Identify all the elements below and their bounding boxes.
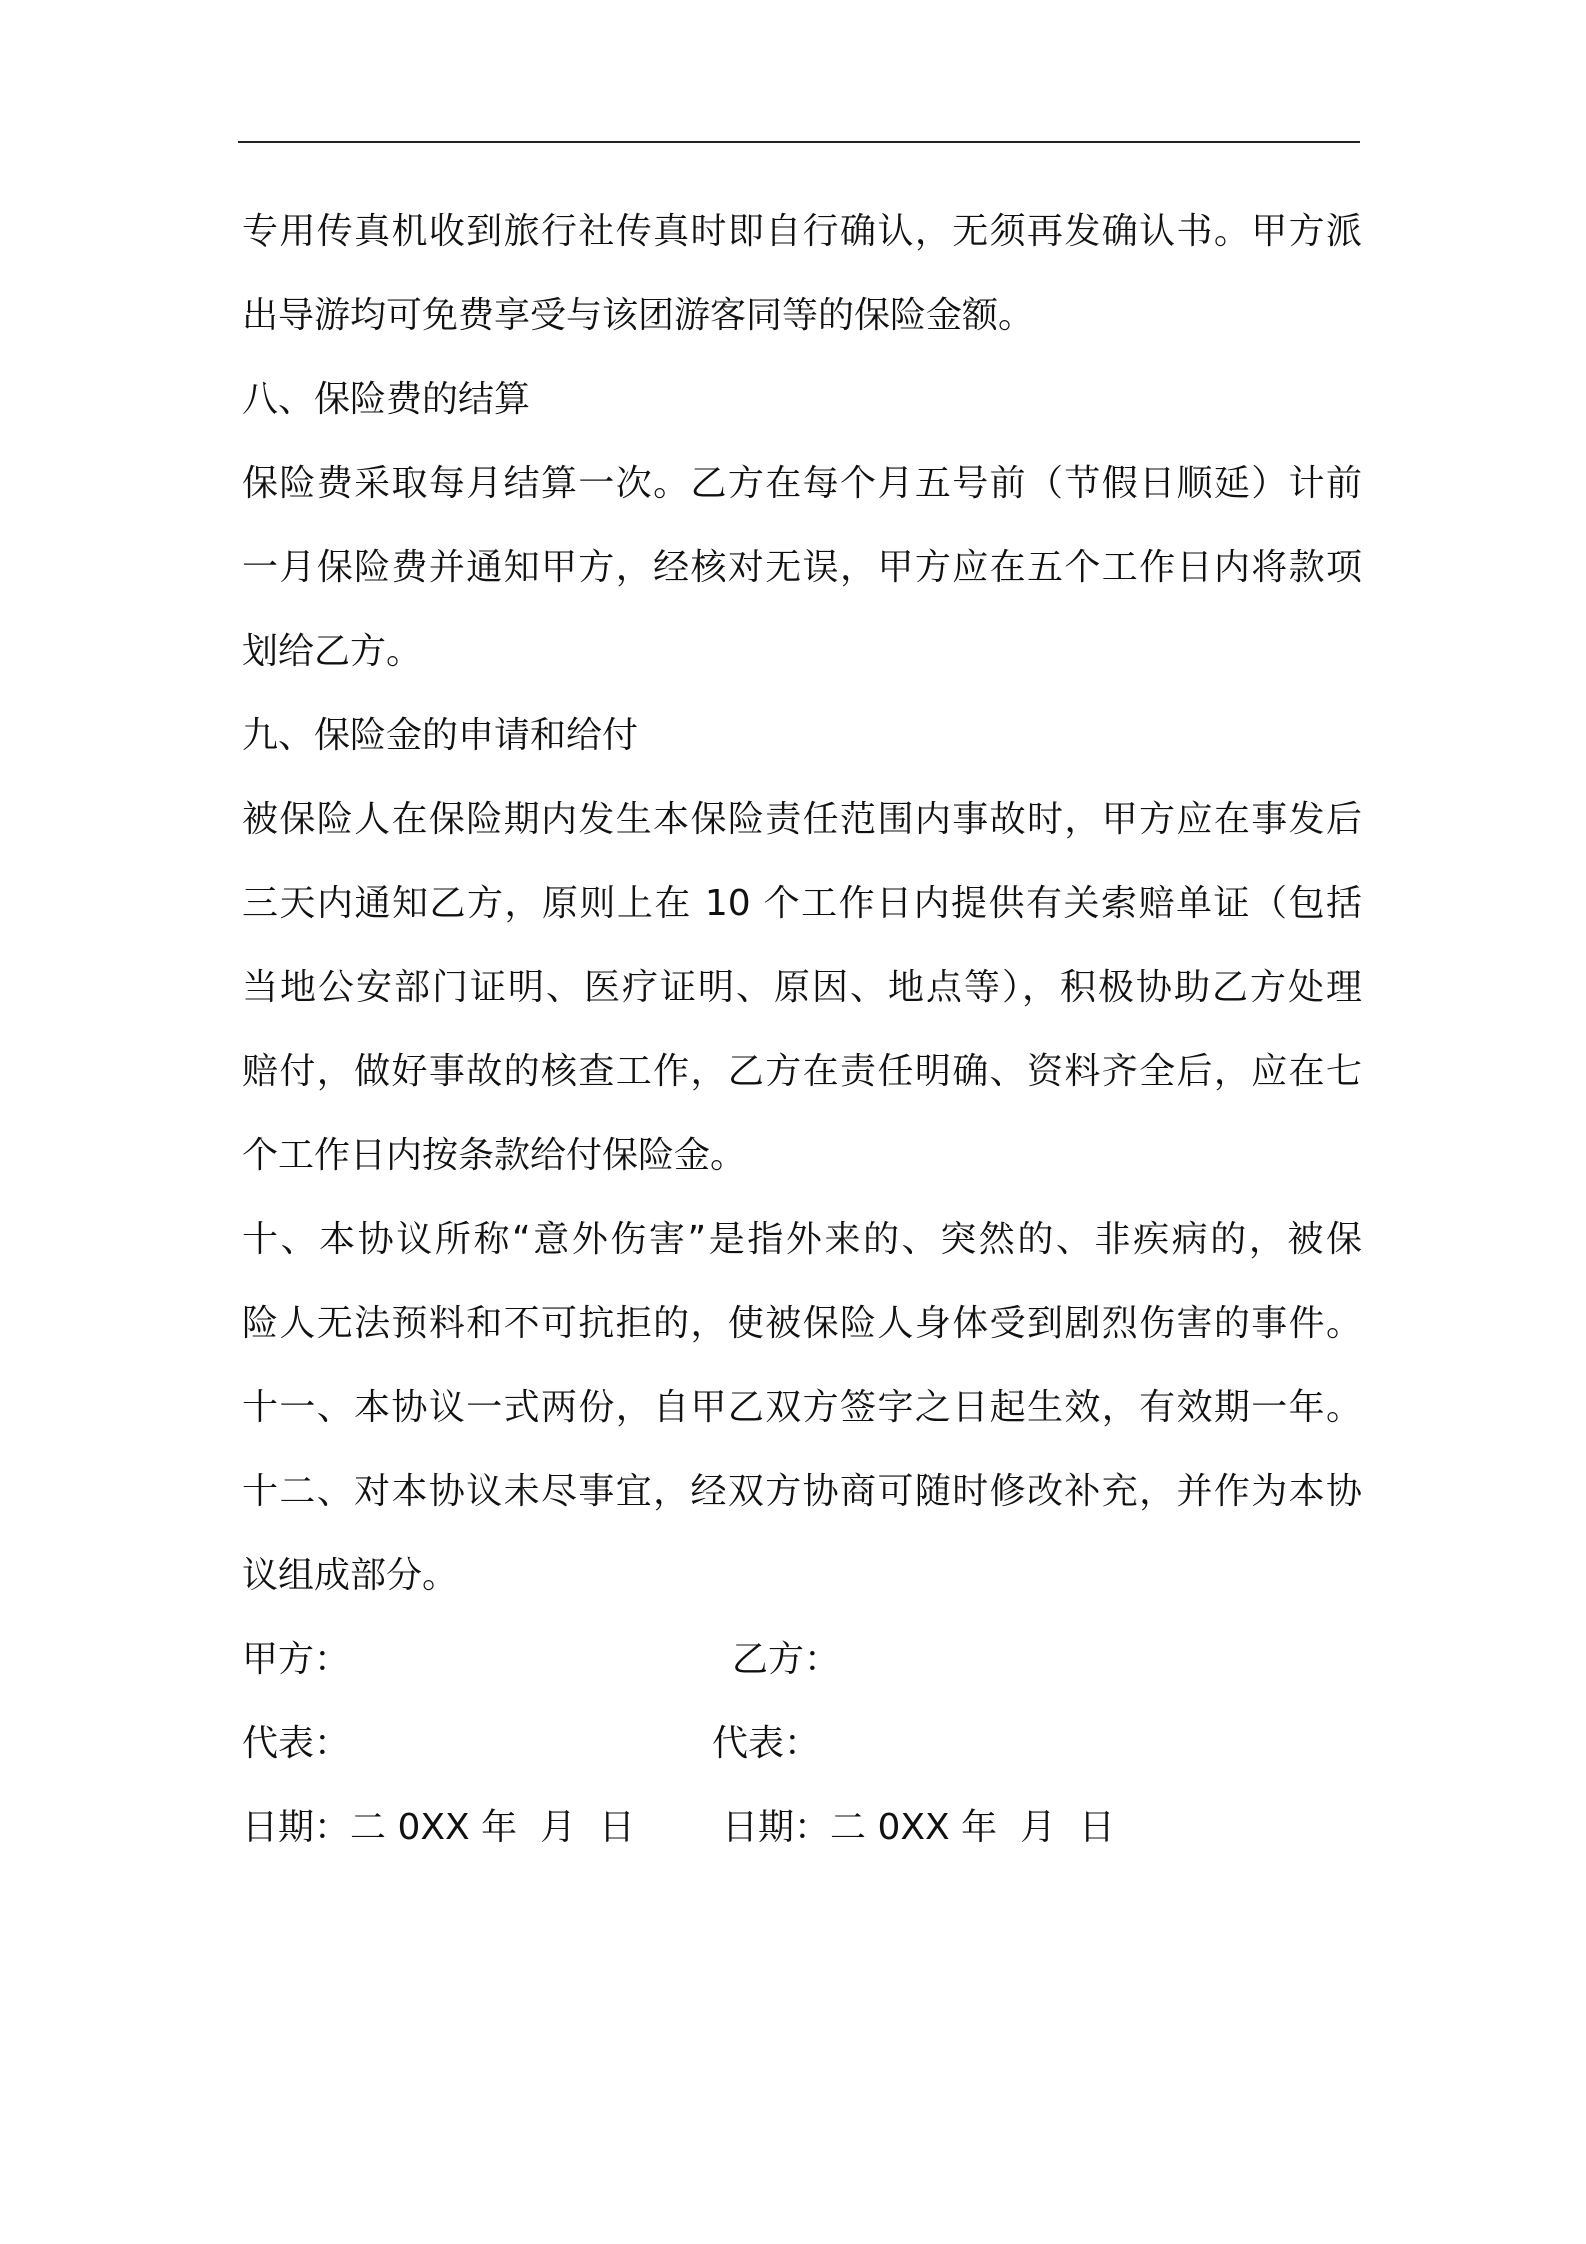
paragraph-line: 被保险人在保险期内发生本保险责任范围内事故时，甲方应在事发后 bbox=[242, 799, 1362, 840]
party-a-label: 甲方： bbox=[242, 1639, 351, 1680]
paragraph-line: 当地公安部门证明、医疗证明、原因、地点等），积极协助乙方处理 bbox=[242, 967, 1362, 1008]
date-b-label: 日期：二 0XX 年 月 日 bbox=[722, 1807, 1115, 1848]
section-heading-8: 八、保险费的结算 bbox=[242, 379, 531, 420]
date-a-label: 日期：二 0XX 年 月 日 bbox=[242, 1807, 635, 1848]
section-heading-10: 十、本协议所称“意外伤害”是指外来的、突然的、非疾病的，被保 bbox=[242, 1219, 1362, 1260]
representative-b-label: 代表： bbox=[712, 1723, 821, 1764]
paragraph-line: 划给乙方。 bbox=[242, 631, 423, 672]
representative-a-label: 代表： bbox=[242, 1723, 351, 1764]
signature-date-row bbox=[242, 1798, 1362, 1882]
paragraph-line: 三天内通知乙方，原则上在 10 个工作日内提供有关索赔单证（包括 bbox=[242, 883, 1362, 924]
paragraph-line: 专用传真机收到旅行社传真时即自行确认，无须再发确认书。甲方派 bbox=[242, 211, 1362, 252]
paragraph-line: 险人无法预料和不可抗拒的，使被保险人身体受到剧烈伤害的事件。 bbox=[242, 1303, 1362, 1344]
party-b-label: 乙方： bbox=[732, 1639, 841, 1680]
paragraph-line: 议组成部分。 bbox=[242, 1555, 459, 1596]
paragraph-line: 一月保险费并通知甲方，经核对无误，甲方应在五个工作日内将款项 bbox=[242, 547, 1362, 588]
section-heading-9: 九、保险金的申请和给付 bbox=[242, 715, 639, 756]
paragraph-line: 出导游均可免费享受与该团游客同等的保险金额。 bbox=[242, 295, 1035, 336]
section-heading-11: 十一、本协议一式两份，自甲乙双方签字之日起生效，有效期一年。 bbox=[242, 1387, 1362, 1428]
paragraph-line: 个工作日内按条款给付保险金。 bbox=[242, 1135, 747, 1176]
signature-party-row bbox=[242, 1630, 1362, 1714]
paragraph-line: 赔付，做好事故的核查工作，乙方在责任明确、资料齐全后，应在七 bbox=[242, 1051, 1362, 1092]
signature-representative-row bbox=[242, 1714, 1362, 1798]
section-heading-12: 十二、对本协议未尽事宜，经双方协商可随时修改补充，并作为本协 bbox=[242, 1471, 1362, 1512]
paragraph-line: 保险费采取每月结算一次。乙方在每个月五号前（节假日顺延）计前 bbox=[242, 463, 1362, 504]
document-body bbox=[242, 202, 1362, 1882]
header-rule bbox=[238, 141, 1360, 143]
